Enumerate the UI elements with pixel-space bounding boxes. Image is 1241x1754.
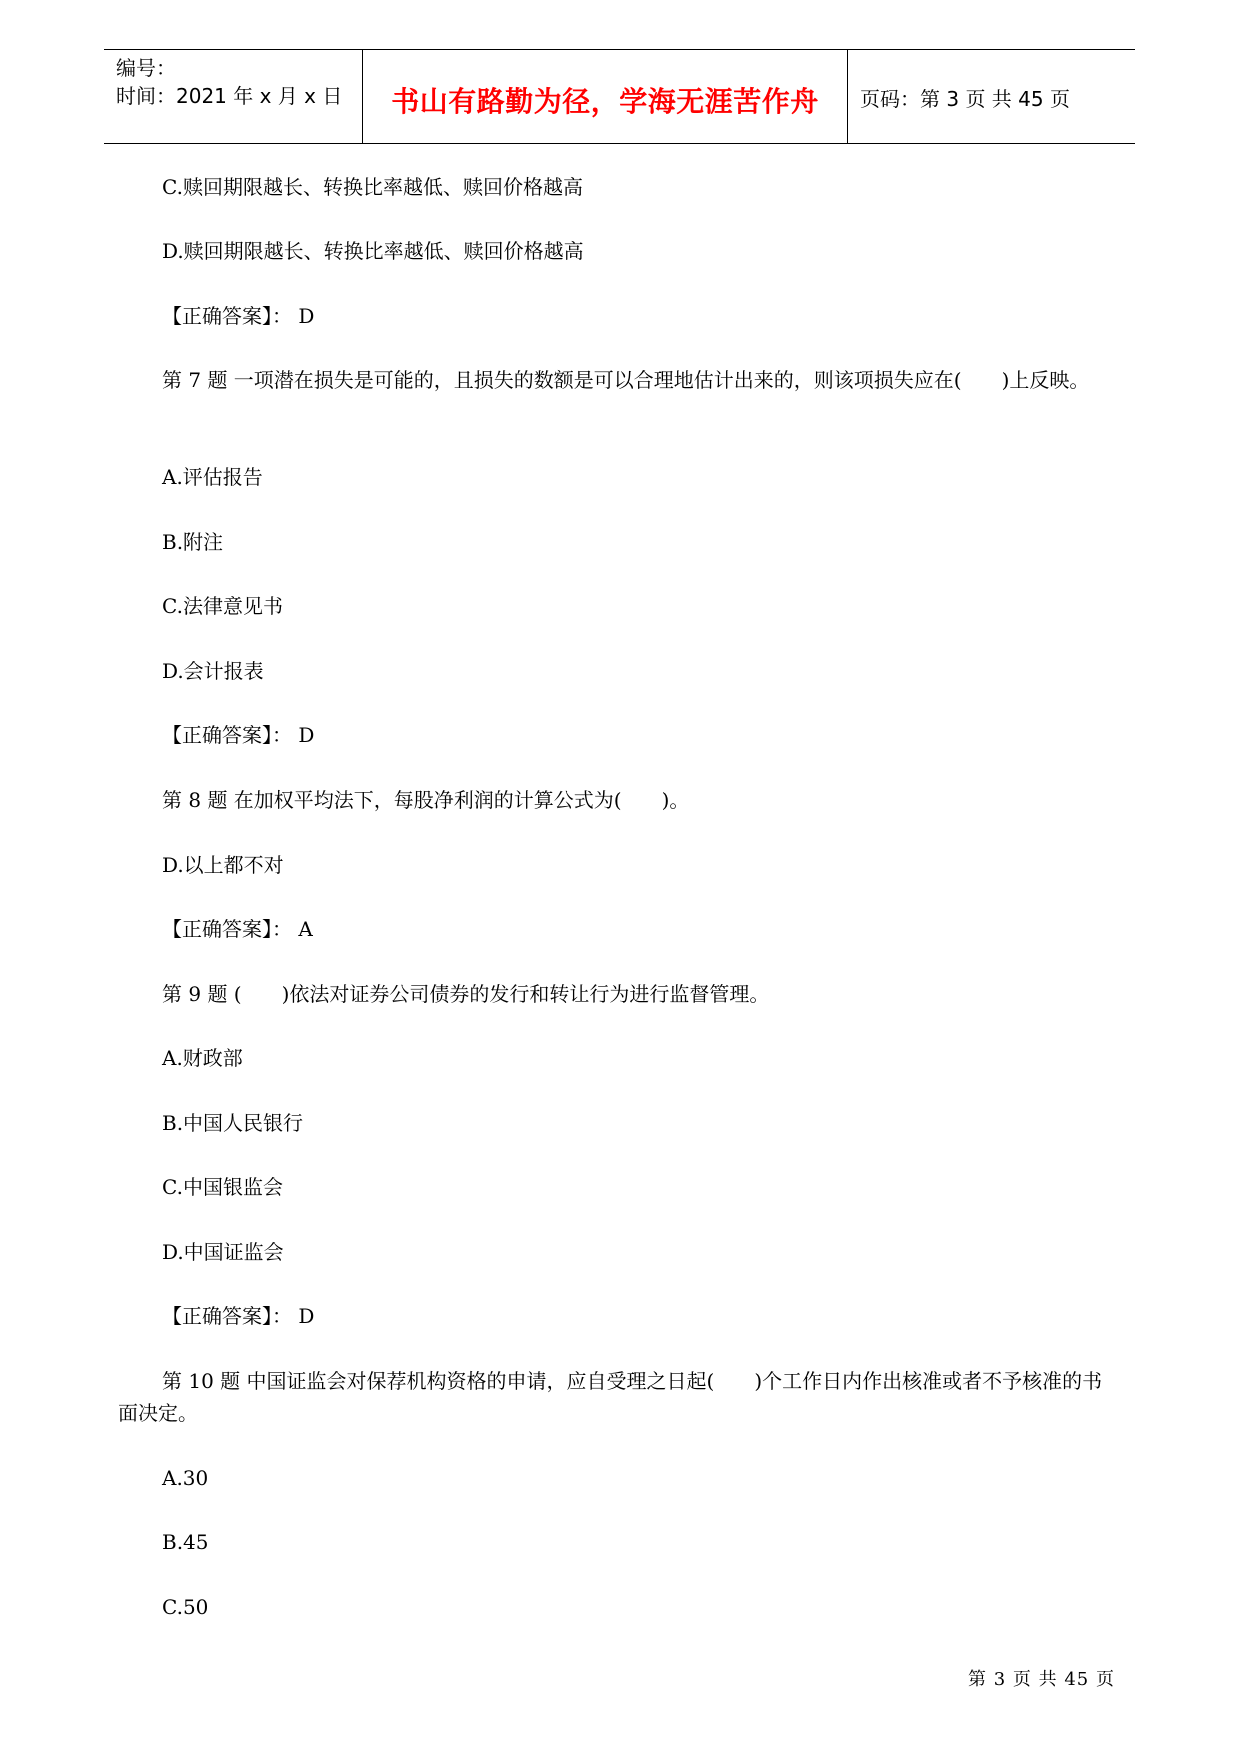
question-9: 第 9 题 ( )依法对证券公司债券的发行和转让行为进行监督管理。 xyxy=(162,982,770,1006)
time-label: 时间：2021 年 x 月 x 日 xyxy=(116,84,343,108)
option-b: B.附注 xyxy=(162,530,224,554)
option-c: C.中国银监会 xyxy=(162,1175,283,1199)
option-a: A.财政部 xyxy=(162,1046,243,1070)
option-d: D.会计报表 xyxy=(162,659,264,683)
page-header xyxy=(104,49,1135,144)
header-left-cell xyxy=(104,50,363,143)
number-label: 编号： xyxy=(116,56,176,80)
option-d: D.中国证监会 xyxy=(162,1240,284,1264)
question-10: 第 10 题 中国证监会对保荐机构资格的申请，应自受理之日起( )个工作日内作出核准或者不予核准的书面决定。 xyxy=(118,1369,1103,1425)
answer-line: 【正确答案】： D xyxy=(162,1304,315,1328)
option-c: C.法律意见书 xyxy=(162,594,283,618)
option-d: D.赎回期限越长、转换比率越低、赎回价格越高 xyxy=(162,239,584,263)
header-page-info: 页码：第 3 页 共 45 页 xyxy=(860,87,1070,111)
option-c: C.赎回期限越长、转换比率越低、赎回价格越高 xyxy=(162,175,583,199)
answer-line: 【正确答案】： D xyxy=(162,304,315,328)
answer-line: 【正确答案】： A xyxy=(162,917,313,941)
header-motto: 书山有路勤为径，学海无涯苦作舟 xyxy=(363,50,848,143)
question-8: 第 8 题 在加权平均法下，每股净利润的计算公式为( )。 xyxy=(162,788,690,812)
question-7: 第 7 题 一项潜在损失是可能的，且损失的数额是可以合理地估计出来的，则该项损失应在( )上反映。 xyxy=(162,368,1090,392)
answer-line: 【正确答案】： D xyxy=(162,723,315,747)
page-footer: 第 3 页 共 45 页 xyxy=(968,1669,1115,1690)
option-c: C.50 xyxy=(162,1595,209,1619)
option-a: A.30 xyxy=(162,1466,209,1490)
option-a: A.评估报告 xyxy=(162,465,263,489)
option-b: B.中国人民银行 xyxy=(162,1111,304,1135)
option-d: D.以上都不对 xyxy=(162,853,284,877)
option-b: B.45 xyxy=(162,1530,209,1554)
